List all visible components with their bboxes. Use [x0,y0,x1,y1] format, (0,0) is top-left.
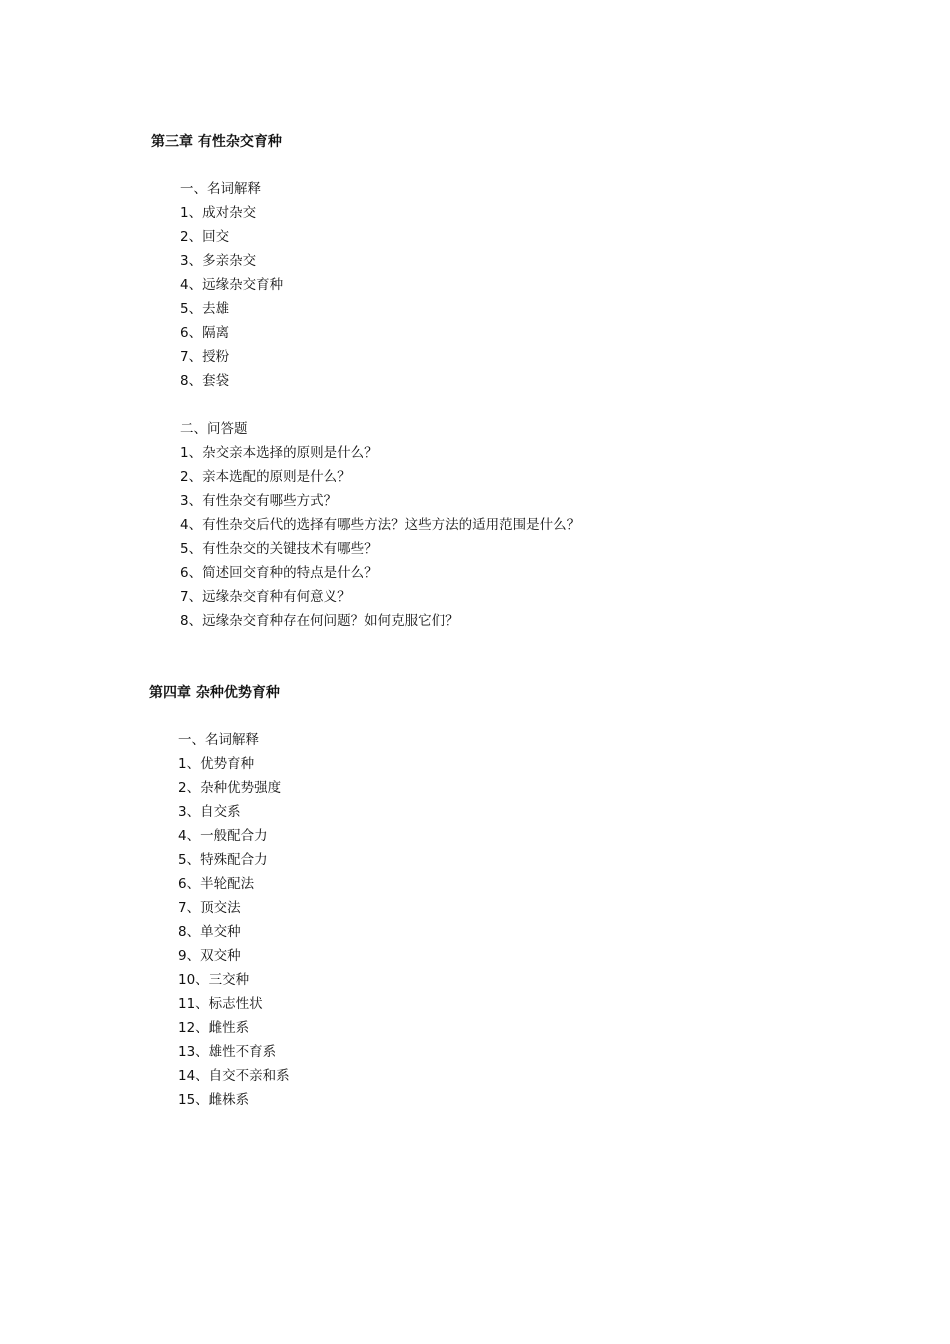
list-item: 4、远缘杂交育种 [180,277,284,293]
list-item: 6、半轮配法 [178,876,255,892]
list-item: 2、亲本选配的原则是什么？ [180,469,351,485]
list-item: 4、一般配合力 [178,828,268,844]
questions-list [180,441,580,633]
list-item: 11、标志性状 [178,996,263,1012]
terms-list [178,752,290,1112]
section-heading: 二、问答题 [180,421,248,437]
list-item: 10、三交种 [178,972,250,988]
chapter-4-title: 第四章 杂种优势育种 [149,685,280,701]
list-item: 6、简述回交育种的特点是什么？ [180,565,378,581]
list-item: 1、优势育种 [178,756,255,772]
chapter-3-terms-section [180,177,283,393]
terms-list [180,201,283,393]
list-item: 3、自交系 [178,804,241,820]
list-item: 8、远缘杂交育种存在何问题？如何克服它们？ [180,613,459,629]
list-item: 3、多亲杂交 [180,253,257,269]
chapter-3-questions-section [180,417,580,633]
list-item: 8、套袋 [180,373,230,389]
list-item: 4、有性杂交后代的选择有哪些方法？这些方法的适用范围是什么？ [180,517,581,533]
list-item: 12、雌性系 [178,1020,250,1036]
section-heading: 一、名词解释 [178,732,259,748]
list-item: 3、有性杂交有哪些方式？ [180,493,338,509]
list-item: 9、双交种 [178,948,241,964]
list-item: 5、去雄 [180,301,230,317]
list-item: 13、雄性不育系 [178,1044,277,1060]
list-item: 7、远缘杂交育种有何意义？ [180,589,351,605]
chapter-3-title: 第三章 有性杂交育种 [151,134,282,150]
list-item: 14、自交不亲和系 [178,1068,290,1084]
list-item: 7、授粉 [180,349,230,365]
list-item: 8、单交种 [178,924,241,940]
list-item: 1、成对杂交 [180,205,257,221]
list-item: 15、雌株系 [178,1092,250,1108]
list-item: 7、顶交法 [178,900,241,916]
list-item: 1、杂交亲本选择的原则是什么？ [180,445,378,461]
list-item: 5、特殊配合力 [178,852,268,868]
list-item: 2、回交 [180,229,230,245]
chapter-4-terms-section [178,728,290,1112]
list-item: 6、隔离 [180,325,230,341]
list-item: 5、有性杂交的关键技术有哪些？ [180,541,378,557]
list-item: 2、杂种优势强度 [178,780,282,796]
section-heading: 一、名词解释 [180,181,261,197]
